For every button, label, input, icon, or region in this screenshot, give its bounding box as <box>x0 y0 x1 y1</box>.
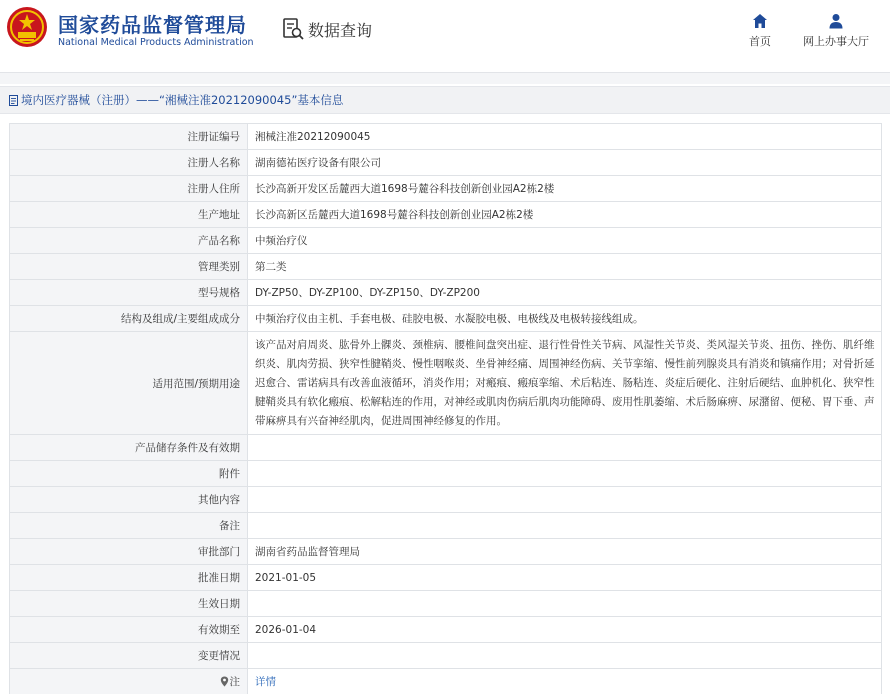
field-label: 有效期至 <box>10 617 248 643</box>
note-label <box>220 674 241 689</box>
site-header <box>0 0 890 72</box>
field-value: 湘械注准20212090045 <box>248 124 882 150</box>
field-value: 湖南德祐医疗设备有限公司 <box>248 150 882 176</box>
field-value: 湖南省药品监督管理局 <box>248 539 882 565</box>
field-label: 生效日期 <box>10 591 248 617</box>
field-label: 审批部门 <box>10 539 248 565</box>
field-label: 批准日期 <box>10 565 248 591</box>
table-row <box>10 539 882 565</box>
field-value: 中频治疗仪 <box>248 228 882 254</box>
table-row <box>10 332 882 435</box>
field-value <box>248 513 882 539</box>
field-label: 注册证编号 <box>10 124 248 150</box>
table-row <box>10 591 882 617</box>
table-row <box>10 513 882 539</box>
table-row <box>10 643 882 669</box>
field-label: 生产地址 <box>10 202 248 228</box>
field-label: 附件 <box>10 461 248 487</box>
breadcrumb-separator: —— <box>136 93 159 107</box>
field-label: 适用范围/预期用途 <box>10 332 248 435</box>
table-row <box>10 617 882 643</box>
data-query-link[interactable] <box>281 16 372 42</box>
field-label-note <box>10 669 248 694</box>
table-row <box>10 487 882 513</box>
data-query-label: 数据查询 <box>308 20 373 40</box>
user-icon <box>828 13 844 29</box>
field-label: 产品储存条件及有效期 <box>10 435 248 461</box>
field-value <box>248 461 882 487</box>
field-label: 其他内容 <box>10 487 248 513</box>
table-row <box>10 176 882 202</box>
field-value <box>248 487 882 513</box>
brand-name-en[interactable]: National Medical Products Administration <box>58 37 254 48</box>
table-row <box>10 254 882 280</box>
table-row <box>10 150 882 176</box>
field-label: 结构及组成/主要组成成分 <box>10 306 248 332</box>
field-value <box>248 669 882 694</box>
field-label: 注册人住所 <box>10 176 248 202</box>
field-value: 长沙高新区岳麓西大道1698号麓谷科技创新创业园A2栋2楼 <box>248 202 882 228</box>
field-value: 2026-01-04 <box>248 617 882 643</box>
nav-online-hall[interactable] <box>800 13 872 49</box>
breadcrumb-section[interactable]: 境内医疗器械（注册） <box>21 93 136 107</box>
field-value <box>248 435 882 461</box>
table-row <box>10 435 882 461</box>
document-search-icon <box>281 17 305 41</box>
field-value: 该产品对肩周炎、肱骨外上髁炎、颈椎病、腰椎间盘突出症、退行性骨性关节病、风湿性关节炎、类风湿关节炎、扭伤、挫伤、肌纤维织炎、肌肉劳损、狭窄性腱鞘炎、慢性咽喉炎、坐骨神经痛、周围神经伤病、关节挛缩、慢性前列腺炎具有消炎和镇痛作用；对骨折延迟愈合、雷诺病具有改善血液循环，消炎作用；对瘢痕、瘢痕挛缩、术后粘连、肠粘连、炎症后硬化、注射后硬结、血肿机化、狭窄性腱鞘炎具有软化瘢痕、松解粘连的作用，对神经或肌肉伤病后肌肉功能障碍、废用性肌萎缩、术后肠麻痹、尿潴留、便秘、胃下垂、声带麻痹具有兴奋神经肌肉，促进周围神经修复的作用。 <box>248 332 882 435</box>
national-emblem-icon <box>6 6 48 48</box>
field-label: 注册人名称 <box>10 150 248 176</box>
table-row <box>10 461 882 487</box>
field-value <box>248 643 882 669</box>
table-row <box>10 228 882 254</box>
nav-online-hall-label: 网上办事大厅 <box>803 35 869 48</box>
field-value: 2021-01-05 <box>248 565 882 591</box>
table-row <box>10 280 882 306</box>
field-value: 第二类 <box>248 254 882 280</box>
table-row <box>10 565 882 591</box>
table-row <box>10 306 882 332</box>
nav-home[interactable] <box>745 13 775 49</box>
field-value: 中频治疗仪由主机、手套电极、硅胶电极、水凝胶电极、电极线及电极转接线组成。 <box>248 306 882 332</box>
table-row <box>10 124 882 150</box>
note-label-text: 注 <box>229 675 240 688</box>
map-pin-icon <box>220 676 229 687</box>
breadcrumb <box>0 86 890 114</box>
header-divider <box>0 72 890 84</box>
field-label: 变更情况 <box>10 643 248 669</box>
field-label: 产品名称 <box>10 228 248 254</box>
home-icon <box>752 13 768 29</box>
table-row <box>10 202 882 228</box>
table-row <box>10 669 882 694</box>
document-icon <box>8 95 19 106</box>
field-label: 管理类别 <box>10 254 248 280</box>
field-value: DY-ZP50、DY-ZP100、DY-ZP150、DY-ZP200 <box>248 280 882 306</box>
details-link[interactable]: 详情 <box>255 675 276 688</box>
breadcrumb-title: “湘械注准20212090045”基本信息 <box>159 93 344 107</box>
field-label: 备注 <box>10 513 248 539</box>
field-value <box>248 591 882 617</box>
detail-table <box>9 123 882 694</box>
field-value: 长沙高新开发区岳麓西大道1698号麓谷科技创新创业园A2栋2楼 <box>248 176 882 202</box>
nav-home-label: 首页 <box>749 35 771 48</box>
brand-name-cn[interactable]: 国家药品监督管理局 <box>58 13 247 37</box>
field-label: 型号规格 <box>10 280 248 306</box>
